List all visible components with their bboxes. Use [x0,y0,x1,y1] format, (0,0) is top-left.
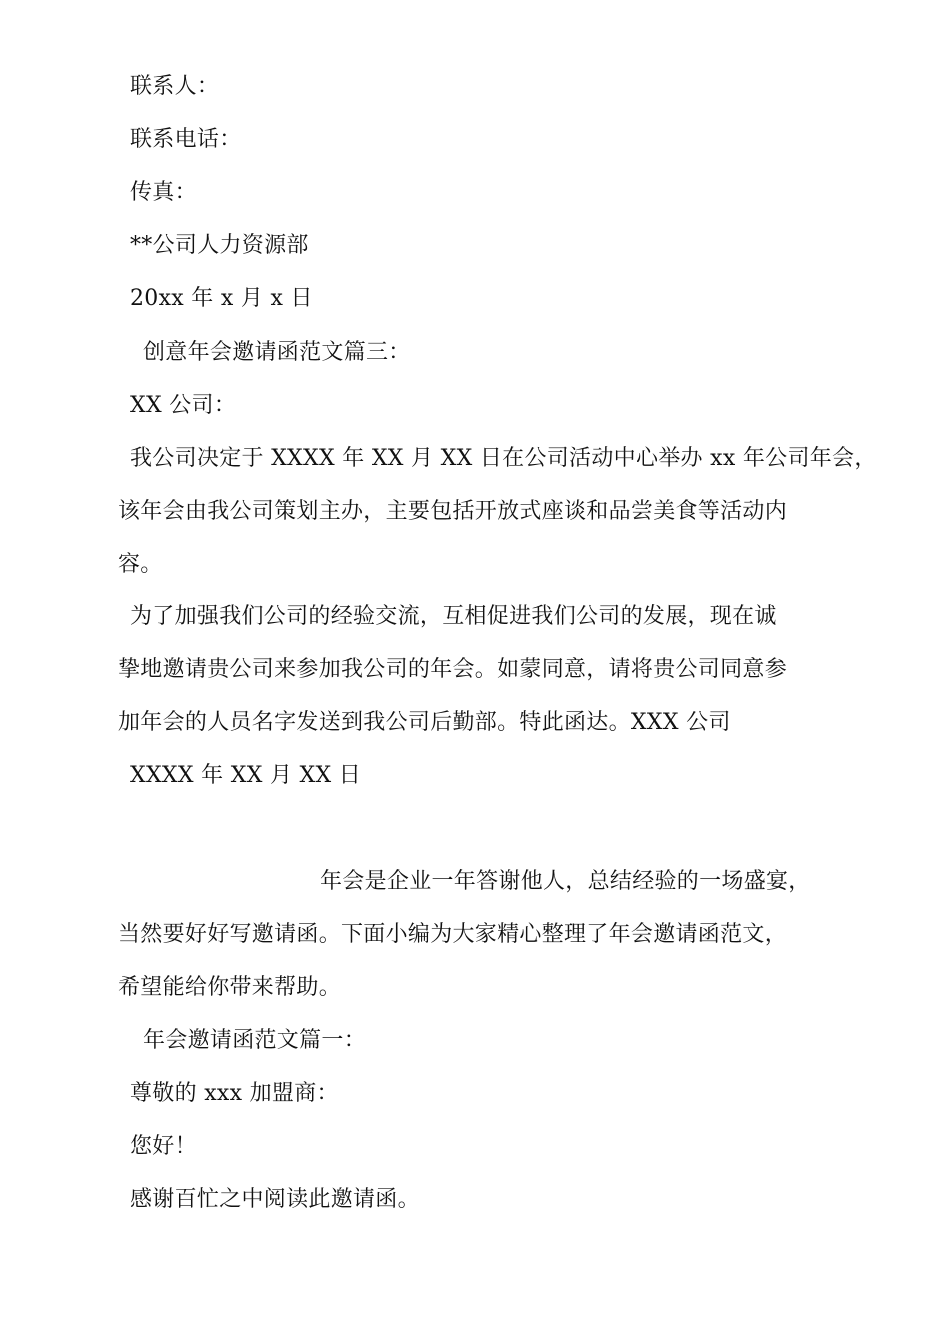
date-line: 20xx 年 x 月 x 日 [130,286,313,311]
paragraph-line: 为了加强我们公司的经验交流，互相促进我们公司的发展，现在诚 [130,604,777,629]
salutation-line: 尊敬的 xxx 加盟商： [130,1081,339,1106]
contact-person-line: 联系人： [130,74,220,99]
section-heading-3: 创意年会邀请函范文篇三： [143,340,411,365]
thanks-line: 感谢百忙之中阅读此邀请函。 [130,1187,420,1212]
department-line: **公司人力资源部 [130,233,309,258]
intro-paragraph-line: 年会是企业一年答谢他人，总结经验的一场盛宴， [320,869,811,894]
section-heading-1: 年会邀请函范文篇一： [143,1028,367,1053]
greeting-line: 您好！ [130,1134,197,1159]
paragraph-line: 该年会由我公司策划主办，主要包括开放式座谈和品尝美食等活动内 [118,499,788,524]
paragraph-line: 容。 [118,552,163,577]
intro-paragraph-line: 当然要好好写邀请函。下面小编为大家精心整理了年会邀请函范文， [118,922,788,947]
intro-paragraph-line: 希望能给你带来帮助。 [118,975,342,1000]
paragraph-line: 加年会的人员名字发送到我公司后勤部。特此函达。XXX 公司 [118,710,731,735]
paragraph-line: 我公司决定于 XXXX 年 XX 月 XX 日在公司活动中心举办 xx 年公司年会， [130,446,877,471]
fax-line: 传真： [130,180,197,205]
paragraph-line: 挚地邀请贵公司来参加我公司的年会。如蒙同意，请将贵公司同意参 [118,657,788,682]
contact-phone-line: 联系电话： [130,127,242,152]
recipient-line: XX 公司： [130,393,237,418]
signature-date-line: XXXX 年 XX 月 XX 日 [130,763,362,788]
